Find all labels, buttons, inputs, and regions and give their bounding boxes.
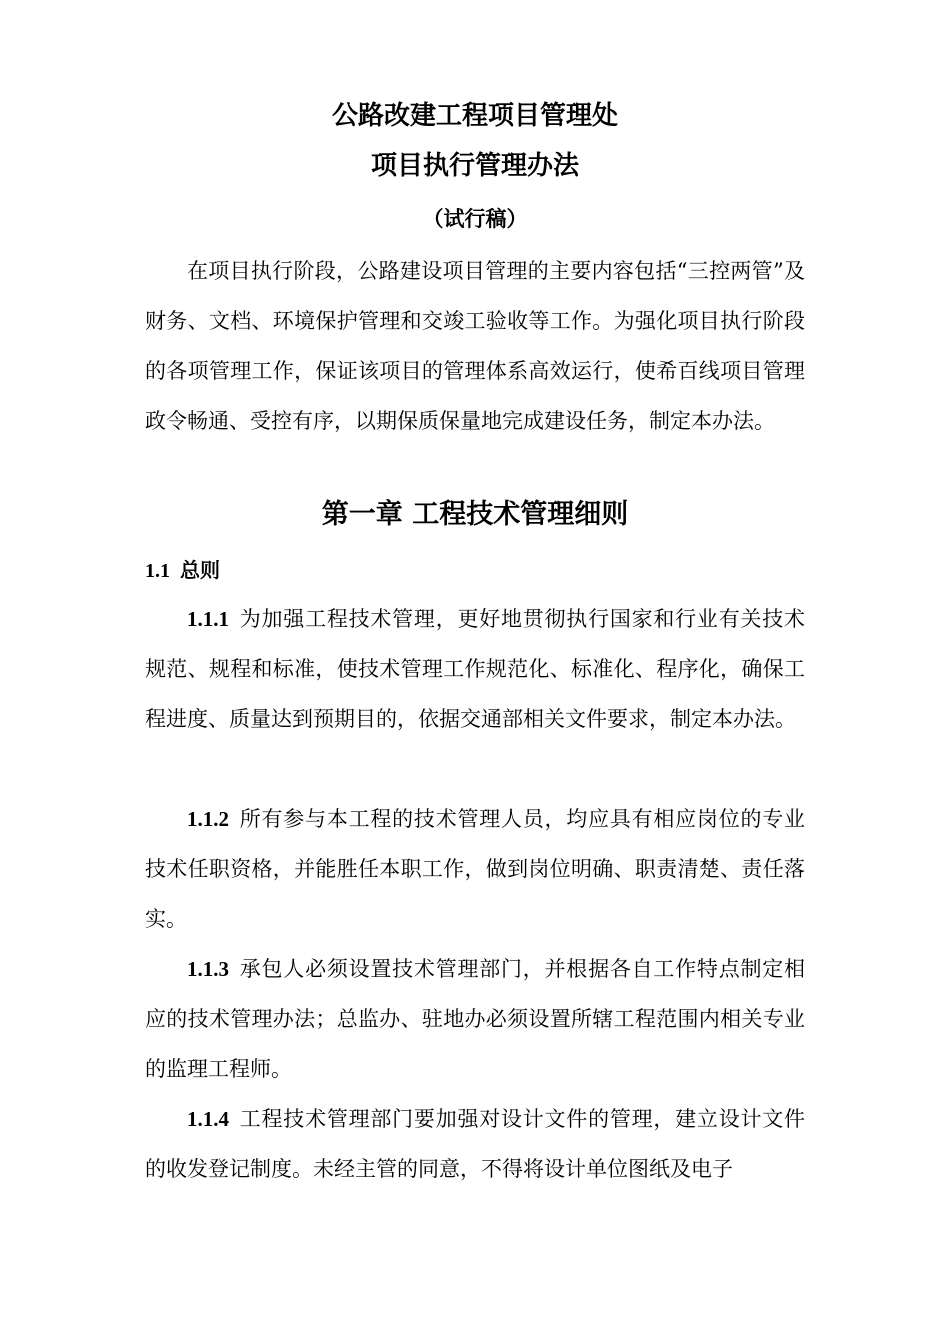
document-title-line-2: 项目执行管理办法 (370, 151, 579, 181)
chapter-heading: 第一章 工程技术管理细则 (321, 499, 629, 530)
clause-number: 1.1.2 (187, 807, 229, 831)
clause-number: 1.1.1 (187, 607, 229, 631)
clause-paragraph (145, 944, 805, 1094)
intro-paragraph: 在项目执行阶段，公路建设项目管理的主要内容包括“三控两管”及财务、文档、环境保护管理和交竣工验收等工作。为强化项目执行阶段的各项管理工作，保证该项目的管理体系高效运行，使希百线项目管理政令畅通、受控有序，以期保质保量地完成建设任务，制定本办法。 (145, 259, 805, 433)
clause-number: 1.1.4 (187, 1107, 229, 1131)
section-heading (145, 553, 220, 588)
clause-paragraph (145, 594, 805, 744)
clause-text: 为加强工程技术管理，更好地贯彻执行国家和行业有关技术规范、规程和标准，使技术管理工作规范化、标准化、程序化，确保工程进度、质量达到预期目的，依据交通部相关文件要求，制定本办法。 (145, 607, 805, 731)
document-title-line-1: 公路改建工程项目管理处 (331, 101, 618, 131)
clause-text: 承包人必须设置技术管理部门，并根据各自工作特点制定相应的技术管理办法；总监办、驻地办必须设置所辖工程范围内相关专业的监理工程师。 (145, 957, 805, 1081)
clause-paragraph (145, 1094, 805, 1194)
clause-text: 所有参与本工程的技术管理人员，均应具有相应岗位的专业技术任职资格，并能胜任本职工作，做到岗位明确、职责清楚、责任落实。 (145, 807, 805, 931)
clause-text: 工程技术管理部门要加强对设计文件的管理，建立设计文件的收发登记制度。未经主管的同意，不得将设计单位图纸及电子 (145, 1107, 805, 1181)
clause-number: 1.1.3 (187, 957, 229, 981)
document-draft-status: （试行稿） (422, 207, 528, 231)
clause-paragraph (145, 794, 805, 944)
section-number: 1.1 (145, 560, 170, 582)
section-label: 总则 (180, 558, 220, 582)
